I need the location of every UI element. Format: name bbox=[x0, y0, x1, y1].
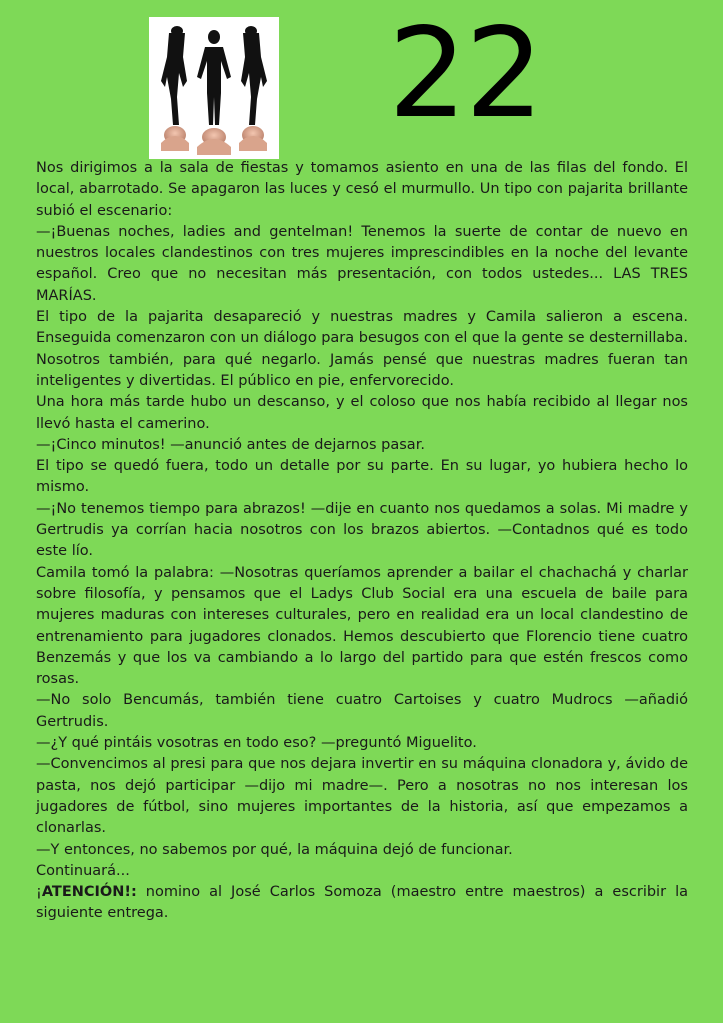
paragraph: Nos dirigimos a la sala de fiestas y tomamos asiento en una de las filas del fondo. El local, abarrotado. Se apagaron las luces y cesó el murmullo. Un tipo con pajarita brillante subió el escenario: bbox=[36, 160, 688, 219]
chapter-number: 22 bbox=[388, 2, 542, 146]
paragraph: —¡Cinco minutos! —anunció antes de dejarnos pasar. bbox=[36, 436, 425, 453]
paragraph: El tipo se quedó fuera, todo un detalle por su parte. En su lugar, yo hubiera hecho lo mismo. bbox=[36, 458, 688, 496]
paragraph: Una hora más tarde hubo un descanso, y el coloso que nos había recibido al llegar nos llevó hasta el camerino. bbox=[36, 394, 688, 432]
paragraph: —No solo Bencumás, también tiene cuatro Cartoises y cuatro Mudrocs —añadió Gertrudis. bbox=[36, 692, 688, 730]
chapter-header bbox=[0, 0, 723, 160]
paragraph: —¡Buenas noches, ladies and gentelman! Tenemos la suerte de contar de nuevo en nuestros locales clandestinos con tres mujeres imprescindibles en la noche del levante español. Creo que no necesitan más presentación, con todos ustedes... LAS TRES MARÍAS. bbox=[36, 223, 688, 304]
closing-prefix: ¡ bbox=[36, 884, 42, 901]
paragraph: Camila tomó la palabra: —Nosotras queríamos aprender a bailar el chachachá y charlar sobre filosofía, y pensamos que el Ladys Club Social era una escuela de baile para mujeres maduras con intereses culturales, pero en realidad era un local clandestino de entrenamiento para jugadores clonados. Hemos descubierto que Florencio tiene cuatro Benzemás y que los va cambiando a lo largo del partido para que estén frescos como rosas. bbox=[36, 564, 688, 688]
paragraph: —Y entonces, no sabemos por qué, la máquina dejó de funcionar. bbox=[36, 841, 513, 858]
paragraph: —¡No tenemos tiempo para abrazos! —dije en cuanto nos quedamos a solas. Mi madre y Gertrudis ya corrían hacia nosotros con los brazos abiertos. —Contadnos qué es todo este lío. bbox=[36, 500, 688, 560]
three-mirrored-figures-icon bbox=[149, 17, 279, 159]
closing-paragraph bbox=[36, 882, 688, 925]
continuation-note: Continuará... bbox=[36, 862, 130, 879]
paragraph: —¿Y qué pintáis vosotras en todo eso? —preguntó Miguelito. bbox=[36, 735, 477, 752]
paragraph: —Convencimos al presi para que nos dejara invertir en su máquina clonadora y, ávido de pasta, nos dejó participar —dijo mi madre—. Pero a nosotras no nos interesan los jugadores de fútbol, sino mujeres importantes de la historia, así que empezamos a clonarlas. bbox=[36, 756, 688, 837]
closing-text: nomino al José Carlos Somoza (maestro entre maestros) a escribir la siguiente entrega. bbox=[36, 884, 688, 922]
paragraph: El tipo de la pajarita desapareció y nuestras madres y Camila salieron a escena. Enseguida comenzaron con un diálogo para besugos con el que la gente se desternillaba. Nosotros también, para qué negarlo. Jamás pensé que nuestras madres fueran tan inteligentes y divertidas. El público en pie, enfervorecido. bbox=[36, 309, 688, 389]
attention-label: ATENCIÓN!: bbox=[41, 884, 137, 901]
story-text bbox=[36, 158, 688, 925]
